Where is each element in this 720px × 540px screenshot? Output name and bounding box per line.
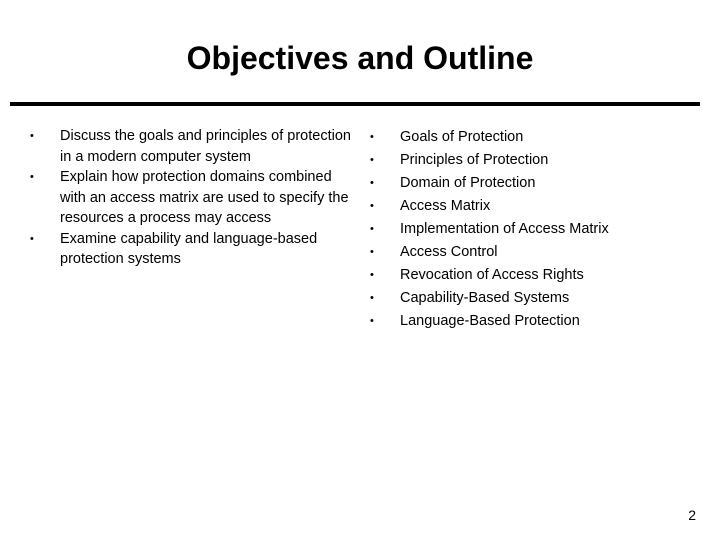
bullet-icon: • — [370, 315, 374, 327]
list-item — [370, 126, 710, 149]
list-item — [370, 241, 710, 264]
bullet-icon: • — [30, 171, 34, 183]
bullet-icon: • — [30, 232, 34, 245]
bullet-icon: • — [370, 200, 374, 212]
bullet-icon: • — [370, 223, 374, 235]
list-item — [370, 195, 710, 218]
outline-item-text: Domain of Protection — [400, 175, 536, 191]
objective-text: Examine capability and language-based protection systems — [60, 230, 318, 267]
bullet-icon: • — [370, 177, 374, 189]
outline-item-text: Implementation of Access Matrix — [400, 221, 609, 237]
outline-item-text: Access Matrix — [400, 198, 491, 214]
list-item — [370, 287, 710, 310]
outline-item-text: Goals of Protection — [400, 129, 524, 145]
objective-text: Discuss the goals and principles of protection in a modern computer system — [60, 128, 351, 165]
list-item — [370, 218, 710, 241]
page-number: 2 — [688, 507, 696, 523]
list-item — [370, 149, 710, 172]
outline-list — [370, 126, 710, 333]
bullet-icon: • — [370, 246, 374, 258]
list-item — [370, 264, 710, 287]
objective-text: Explain how protection domains combined with an access matrix are used to specify the resources a process may access — [60, 169, 349, 226]
bullet-icon: • — [370, 269, 374, 281]
bullet-icon: • — [370, 154, 374, 166]
outline-item-text: Language-Based Protection — [400, 313, 580, 329]
list-item — [370, 172, 710, 195]
objectives-list — [30, 126, 360, 270]
bullet-icon: • — [370, 292, 374, 304]
bullet-icon: • — [30, 130, 34, 142]
outline-item-text: Capability-Based Systems — [400, 290, 570, 306]
title-divider — [10, 102, 700, 106]
list-item — [30, 167, 360, 229]
outline-item-text: Revocation of Access Rights — [400, 267, 584, 283]
outline-item-text: Principles of Protection — [400, 152, 549, 168]
outline-item-text: Access Control — [400, 244, 498, 260]
list-item — [30, 126, 360, 167]
slide-title: Objectives and Outline — [186, 40, 534, 76]
bullet-icon: • — [370, 131, 374, 143]
list-item — [370, 310, 710, 333]
list-item — [30, 229, 360, 270]
